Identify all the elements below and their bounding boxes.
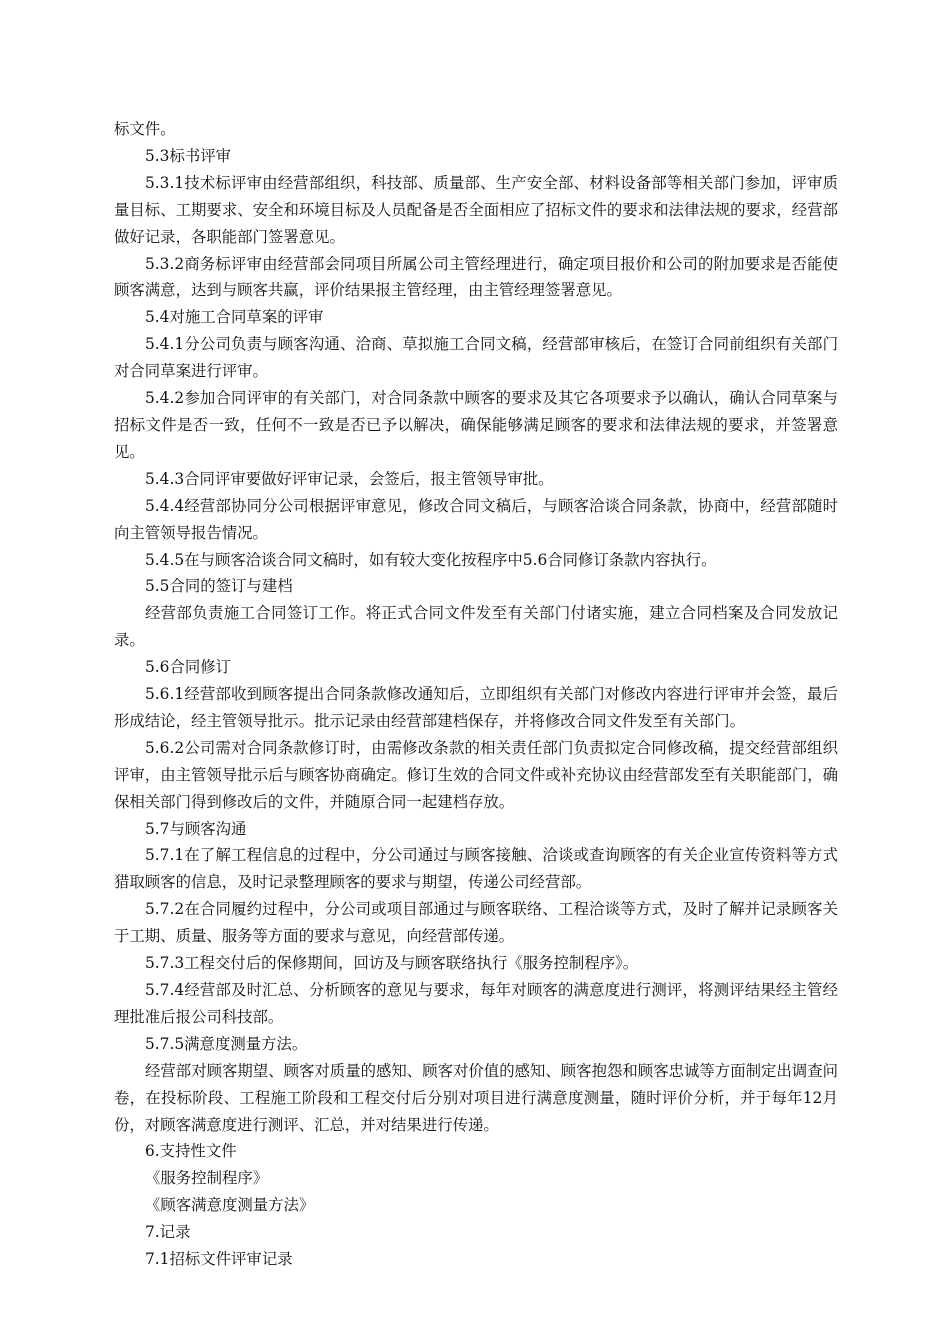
- paragraph: 5.3.2商务标评审由经营部会同项目所属公司主管经理进行，确定项目报价和公司的附加要求是否能使顾客满意，达到与顾客共赢，评价结果报主管经理，由主管经理签署意见。: [114, 254, 838, 300]
- section-heading: 5.6合同修订: [145, 658, 232, 677]
- paragraph: 5.4.4经营部协同分公司根据评审意见，修改合同文稿后，与顾客洽谈合同条款，协商中，经营部随时向主管领导报告情况。: [114, 496, 838, 542]
- paragraph: 5.4.3合同评审要做好评审记录，会签后，报主管领导审批。: [145, 469, 554, 488]
- referenced-document: 《顾客满意度测量方法》: [145, 1196, 315, 1215]
- paragraph: 5.4.5在与顾客洽谈合同文稿时，如有较大变化按程序中5.6合同修订条款内容执行。: [145, 550, 717, 569]
- paragraph: 5.4.2参加合同评审的有关部门，对合同条款中顾客的要求及其它各项要求予以确认，确认合同草案与招标文件是否一致，任何不一致是否已予以解决，确保能够满足顾客的要求和法律法规的要求，并签署意见。: [114, 389, 838, 461]
- paragraph: 5.7.3工程交付后的保修期间，回访及与顾客联络执行《服务控制程序》。: [145, 954, 639, 973]
- paragraph: 5.7.4经营部及时汇总、分析顾客的意见与要求，每年对顾客的满意度进行测评，将测评结果经主管经理批准后报公司科技部。: [114, 981, 838, 1026]
- paragraph: 5.7.5满意度测量方法。: [145, 1034, 308, 1053]
- paragraph: 经营部对顾客期望、顾客对质量的感知、顾客对价值的感知、顾客抱怨和顾客忠诚等方面制定出调查问卷，在投标阶段、工程施工阶段和工程交付后分别对项目进行满意度测量，随时评价分析，并于每年12月份，对顾客满意度进行测评、汇总，并对结果进行传递。: [114, 1061, 838, 1134]
- section-heading: 5.5合同的签订与建档: [145, 577, 293, 596]
- paragraph: 5.4.1分公司负责与顾客沟通、洽商、草拟施工合同文稿，经营部审核后，在签订合同前组织有关部门对合同草案进行评审。: [114, 335, 838, 381]
- record-item: 7.1招标文件评审记录: [145, 1250, 293, 1269]
- section-heading: 6.支持性文件: [145, 1142, 237, 1161]
- paragraph: 5.6.1经营部收到顾客提出合同条款修改通知后，立即组织有关部门对修改内容进行评审并会签，最后形成结论，经主管领导批示。批示记录由经营部建档保存，并将修改合同文件发至有关部门。: [114, 685, 838, 730]
- paragraph: 5.7.1在了解工程信息的过程中，分公司通过与顾客接触、洽谈或查询顾客的有关企业宣传资料等方式猎取顾客的信息，及时记录整理顾客的要求与期望，传递公司经营部。: [114, 846, 838, 892]
- section-heading: 5.3标书评审: [145, 146, 232, 165]
- section-heading: 5.4对施工合同草案的评审: [145, 308, 324, 327]
- paragraph: 标文件。: [114, 120, 176, 138]
- paragraph: 5.7.2在合同履约过程中，分公司或项目部通过与顾客联络、工程洽谈等方式，及时了解并记录顾客关于工期、质量、服务等方面的要求与意见，向经营部传递。: [114, 900, 838, 946]
- paragraph: 经营部负责施工合同签订工作。将正式合同文件发至有关部门付诸实施，建立合同档案及合同发放记录。: [114, 604, 838, 650]
- paragraph: 5.3.1技术标评审由经营部组织，科技部、质量部、生产安全部、材料设备部等相关部门参加，评审质量目标、工期要求、安全和环境目标及人员配备是否全面相应了招标文件的要求和法律法规的要求，经营部做好记录，各职能部门签署意见。: [114, 173, 838, 246]
- section-heading: 5.7与顾客沟通: [145, 819, 247, 838]
- paragraph: 5.6.2公司需对合同条款修订时，由需修改条款的相关责任部门负责拟定合同修改稿，提交经营部组织评审，由主管领导批示后与顾客协商确定。修订生效的合同文件或补充协议由经营部发至有关职能部门，确保相关部门得到修改后的文件，并随原合同一起建档存放。: [114, 738, 838, 811]
- document-body: [114, 116, 838, 1273]
- referenced-document: 《服务控制程序》: [145, 1169, 269, 1188]
- section-heading: 7.记录: [145, 1223, 191, 1242]
